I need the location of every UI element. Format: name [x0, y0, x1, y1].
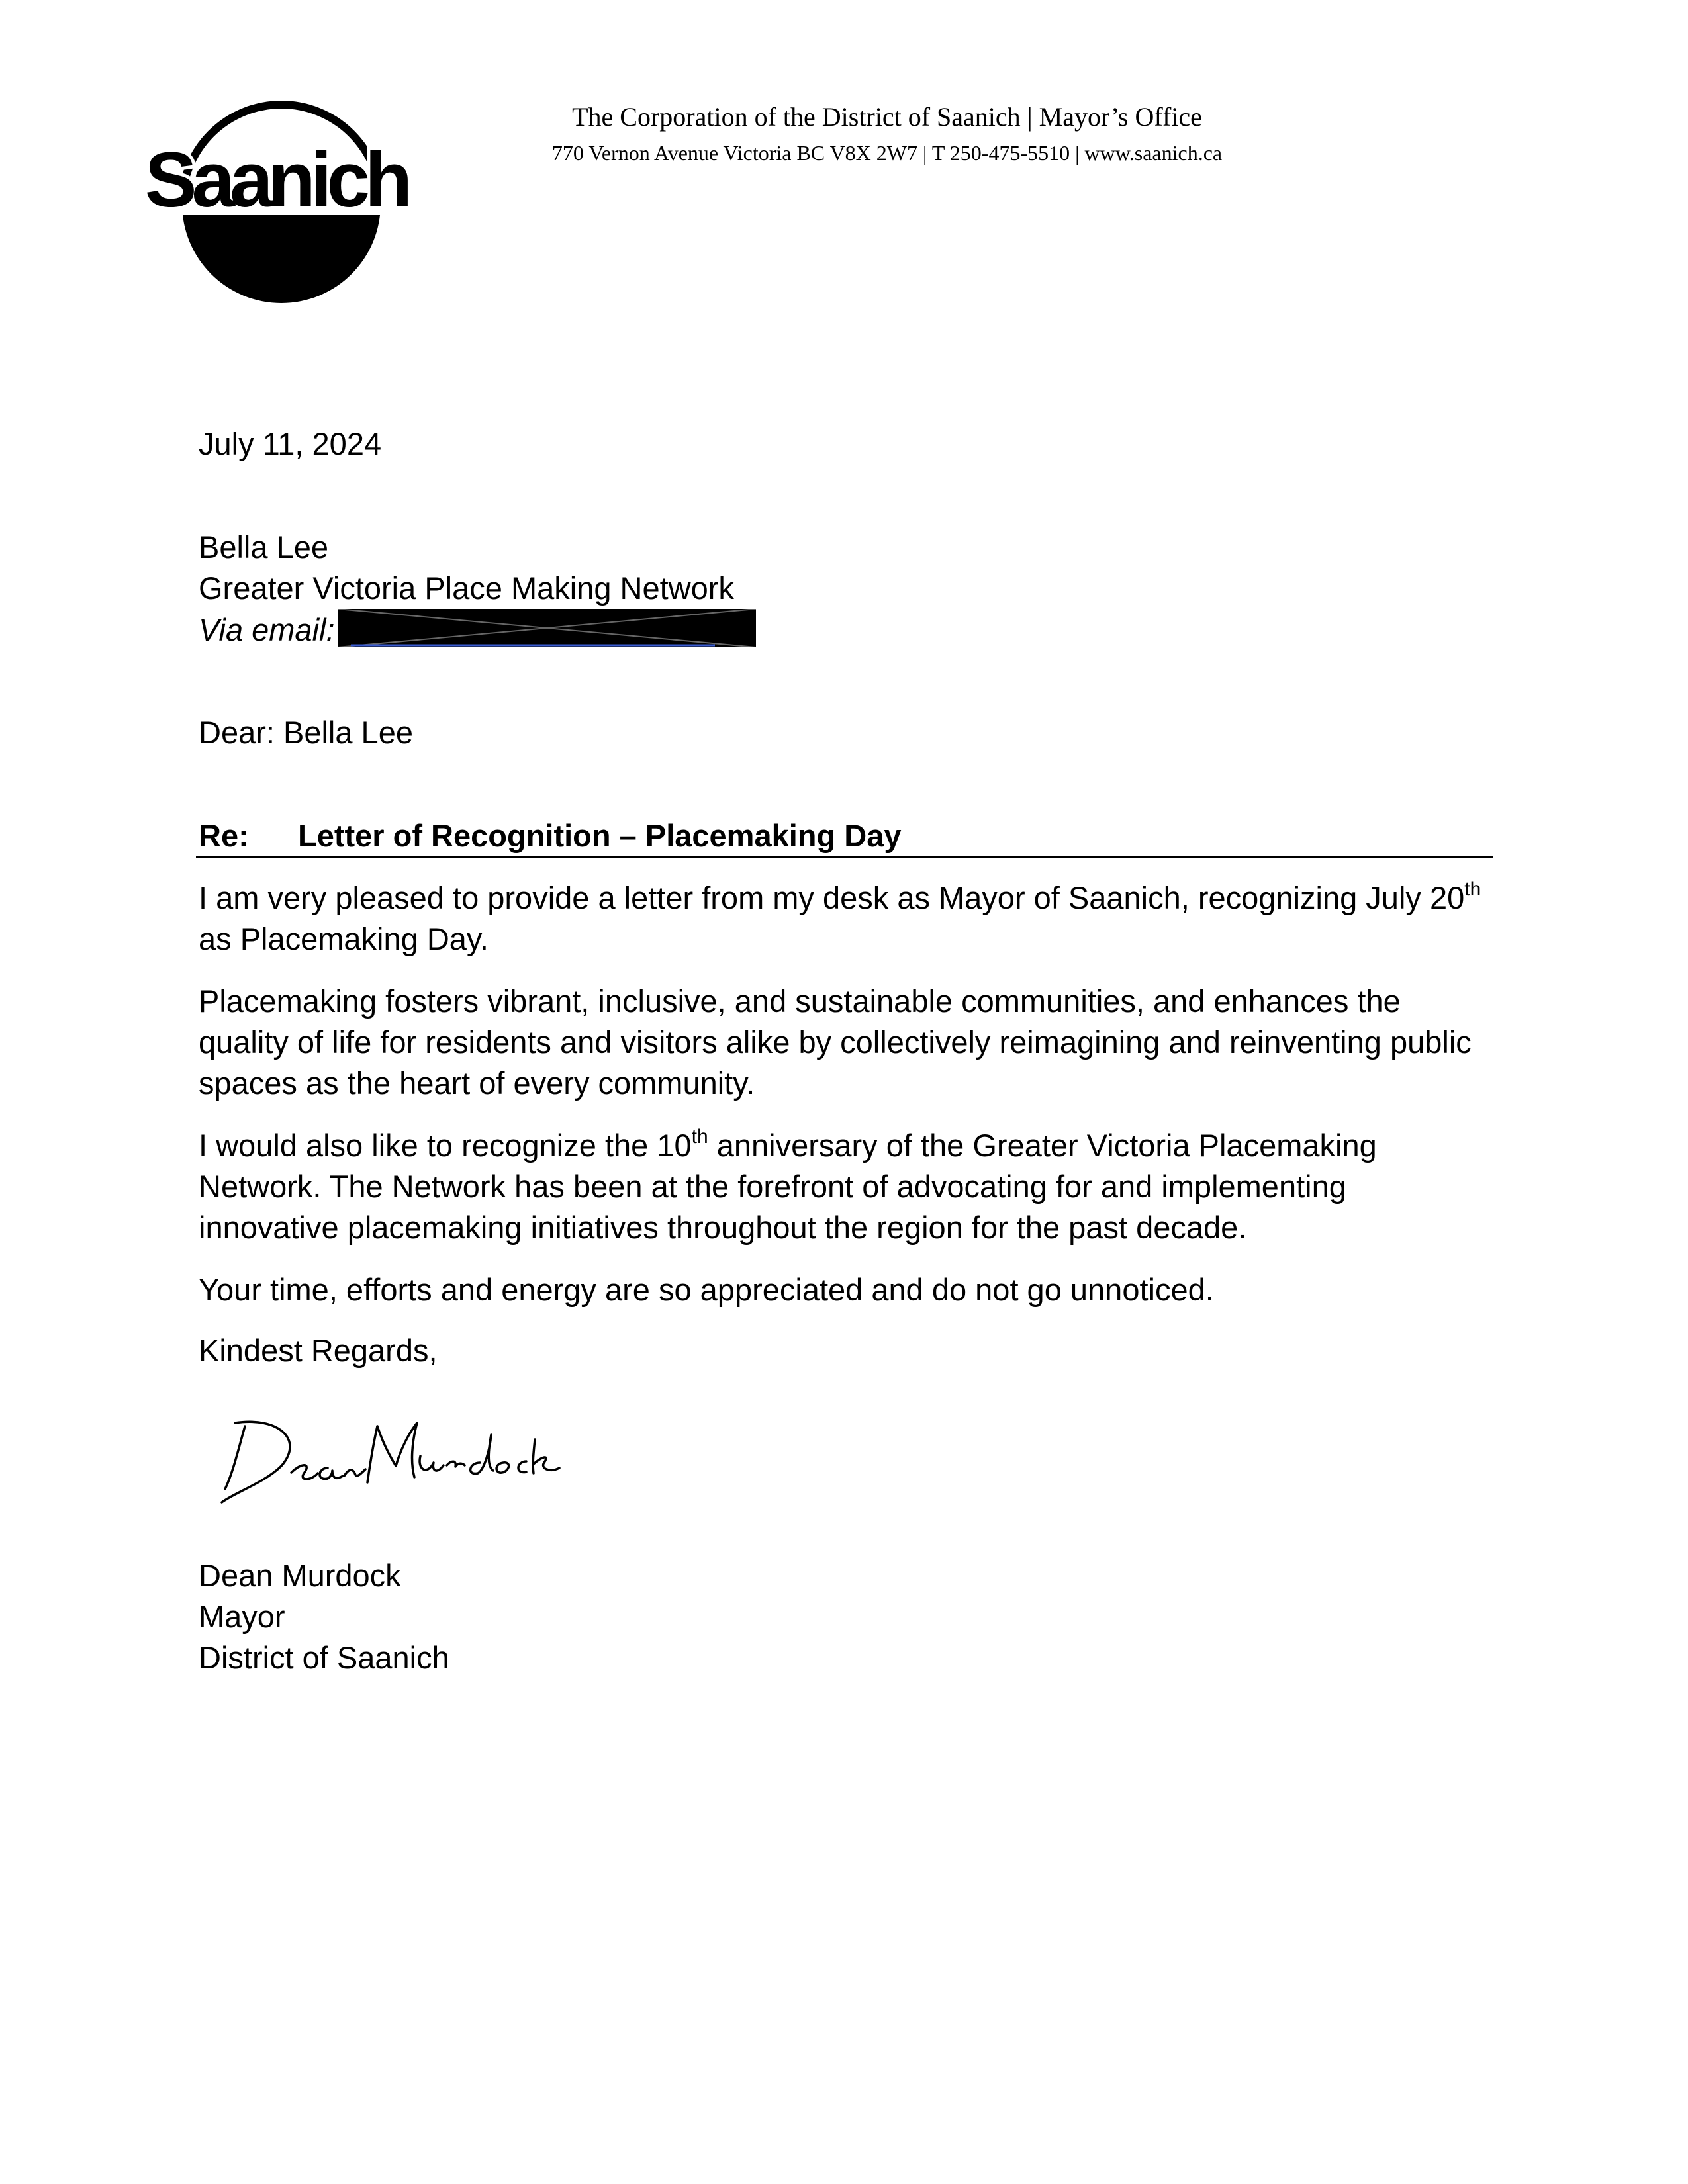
signature-block	[199, 1555, 1489, 1678]
paragraph-2: Placemaking fosters vibrant, inclusive, and sustainable communities, and enhances the quality of life for residents and visitors alike by collectively reimagining and reinventing public spaces as the heart of every community.	[199, 983, 1472, 1101]
letter-date: July 11, 2024	[199, 426, 382, 461]
closing: Kindest Regards,	[199, 1333, 438, 1368]
subject-text: Letter of Recognition – Placemaking Day	[298, 818, 902, 853]
saanich-logo	[127, 99, 425, 310]
subject-line	[199, 815, 1489, 856]
redacted-email	[338, 609, 756, 647]
via-email-label: Via email:	[199, 612, 335, 647]
salutation: Dear: Bella Lee	[199, 715, 413, 750]
subject-label: Re:	[199, 818, 249, 853]
handwritten-signature	[218, 1410, 589, 1509]
subject-rule	[196, 856, 1493, 858]
signer-name: Dean Murdock	[199, 1558, 401, 1593]
logo-wordmark: Saanich	[144, 136, 408, 224]
paragraph-4: Your time, efforts and energy are so appreciated and do not go unnoticed.	[199, 1272, 1214, 1307]
signer-title: Mayor	[199, 1599, 285, 1634]
letterhead-address: 770 Vernon Avenue Victoria BC V8X 2W7 | T 250-475-5510 | www.saanich.ca	[551, 141, 1223, 165]
recipient-block	[199, 527, 1489, 650]
letterhead-organization: The Corporation of the District of Saanich | Mayor’s Office	[572, 102, 1202, 132]
recipient-email-line	[199, 609, 1489, 650]
letterhead	[530, 99, 1244, 171]
recipient-name: Bella Lee	[199, 529, 328, 565]
paragraph-1: I am very pleased to provide a letter from my desk as Mayor of Saanich, recognizing July 20th as Placemaking Day.	[199, 878, 1481, 956]
recipient-organization: Greater Victoria Place Making Network	[199, 570, 734, 606]
letter-body	[199, 878, 1489, 1332]
signer-organization: District of Saanich	[199, 1640, 449, 1675]
paragraph-3: I would also like to recognize the 10th anniversary of the Greater Victoria Placemaking Network. The Network has been at the forefront of advocating for and implementing innovative placemaking initiatives throughout the region for the past decade.	[199, 1126, 1377, 1245]
